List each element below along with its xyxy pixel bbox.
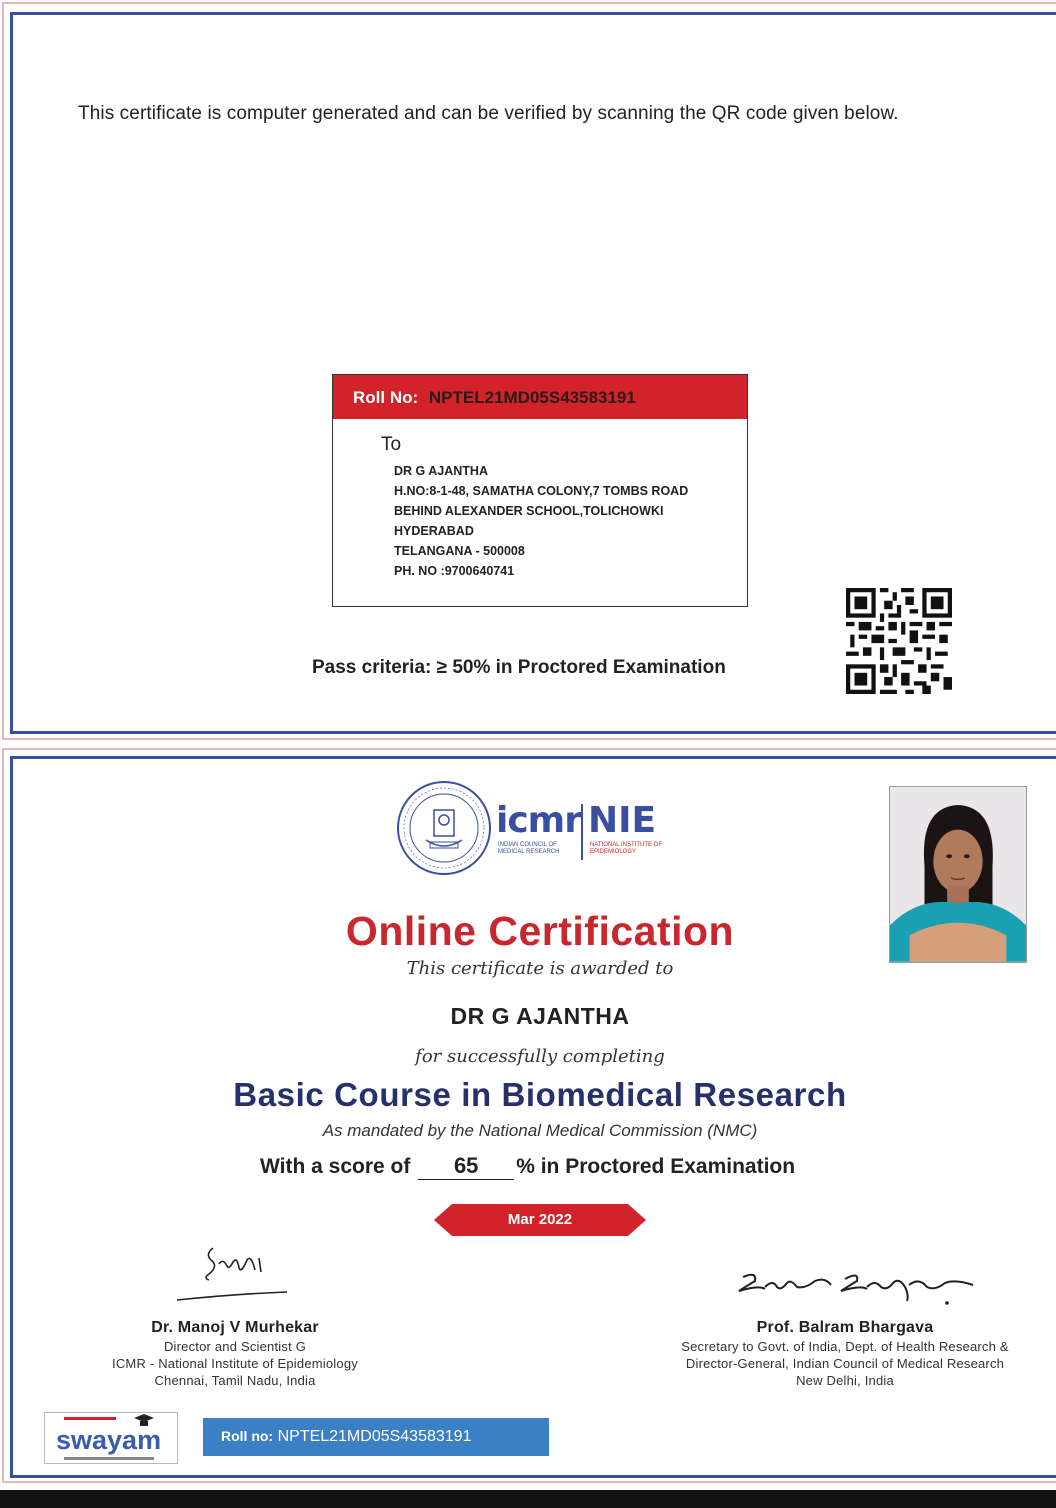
right-signature <box>735 1265 985 1310</box>
address-box <box>332 374 748 607</box>
score-suffix: % in Proctored Examination <box>516 1155 796 1178</box>
logo-divider <box>581 804 583 860</box>
roll-value: NPTEL21MD05S43583191 <box>428 388 636 407</box>
certificate-title: Online Certification <box>345 908 735 954</box>
awarded-to-text: This certificate is awarded to <box>406 958 674 979</box>
qr-code-icon[interactable] <box>846 588 952 694</box>
left-signatory <box>80 1318 390 1389</box>
nie-wordmark: NIE <box>588 800 657 841</box>
mandated-text: As mandated by the National Medical Commission (NMC) <box>322 1121 758 1140</box>
address-box-header <box>333 375 747 419</box>
course-name: Basic Course in Biomedical Research <box>233 1076 847 1113</box>
score-prefix: With a score of <box>260 1155 411 1178</box>
pass-criteria: Pass criteria: ≥ 50% in Proctored Examination <box>312 657 726 678</box>
icmr-subtitle: INDIAN COUNCIL OF MEDICAL RESEARCH <box>498 842 560 855</box>
swayam-logo <box>44 1412 178 1464</box>
roll-label: Roll No: <box>353 388 419 407</box>
left-signatory-line: ICMR - National Institute of Epidemiology <box>112 1356 358 1371</box>
footer-roll-label: Roll no: <box>221 1428 274 1444</box>
icmr-emblem-icon <box>396 780 492 876</box>
to-label: To <box>381 434 402 455</box>
left-signatory-line: Chennai, Tamil Nadu, India <box>154 1373 316 1388</box>
icmr-wordmark: icmr <box>496 800 581 841</box>
right-signatory-line: Director-General, Indian Council of Medical Research <box>685 1356 1005 1371</box>
address-lines <box>394 461 688 581</box>
right-signatory <box>650 1318 1040 1389</box>
right-signatory-line: New Delhi, India <box>796 1373 894 1388</box>
score-line <box>260 1153 795 1180</box>
left-signatory-name: Dr. Manoj V Murhekar <box>151 1319 319 1336</box>
address-line: TELANGANA - 500008 <box>394 544 525 558</box>
swayam-wordmark: swayam <box>56 1425 162 1455</box>
right-signatory-name: Prof. Balram Bhargava <box>756 1319 934 1336</box>
score-value: 65 <box>418 1153 514 1180</box>
address-line: PH. NO :9700640741 <box>394 564 515 578</box>
verification-note: This certificate is computer generated and can be verified by scanning the QR code given below. <box>78 103 899 124</box>
recipient-name: DR G AJANTHA <box>450 1003 630 1029</box>
bottom-black-bar <box>0 1490 1056 1508</box>
address-line: HYDERABAD <box>394 524 474 538</box>
left-signatory-line: Director and Scientist G <box>163 1339 307 1354</box>
nie-subtitle: NATIONAL INSTITUTE OF EPIDEMIOLOGY <box>590 842 663 855</box>
address-line: BEHIND ALEXANDER SCHOOL,TOLICHOWKI <box>394 504 664 518</box>
address-line: DR G AJANTHA <box>394 464 488 478</box>
address-line: H.NO:8-1-48, SAMATHA COLONY,7 TOMBS ROAD <box>394 484 689 498</box>
right-signatory-line: Secretary to Govt. of India, Dept. of Health Research & <box>681 1339 1009 1354</box>
certificate-date: Mar 2022 <box>507 1211 573 1228</box>
completing-text: for successfully completing <box>415 1046 665 1067</box>
left-signature <box>175 1240 295 1306</box>
footer-roll-value: NPTEL21MD05S43583191 <box>277 1428 472 1445</box>
icmr-nie-logo <box>396 780 696 880</box>
footer-roll-strip <box>203 1418 549 1456</box>
